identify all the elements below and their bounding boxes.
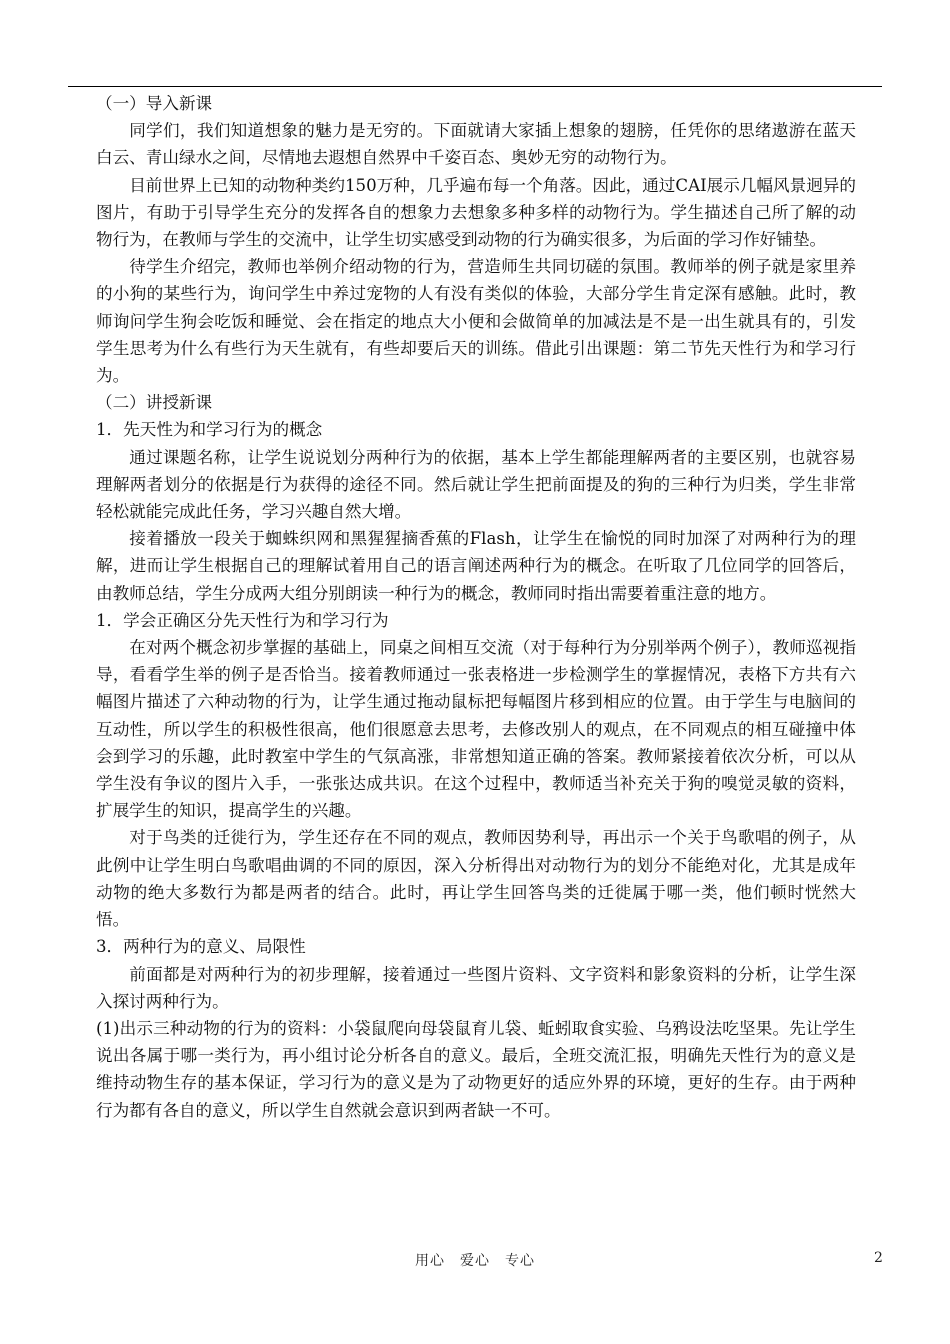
paragraph: 目前世界上已知的动物种类约150万种，几乎遍布每一个角落。因此，通过CAI展示几幅风景迥异的图片，有助于引导学生充分的发挥各自的想象力去想象多种多样的动物行为。学生描述自己所了解的动物行为，在教师与学生的交流中，让学生切实感受到动物的行为确实很多，为后面的学习作好铺垫。 bbox=[96, 175, 856, 250]
paragraph: 对于鸟类的迁徙行为，学生还存在不同的观点，教师因势利导，再出示一个关于鸟歌唱的例子，从此例中让学生明白鸟歌唱曲调的不同的原因，深入分析得出对动物行为的划分不能绝对化，尤其是成年动物的绝大多数行为都是两者的结合。此时，再让学生回答鸟类的迁徙属于哪一类，他们顿时恍然大悟。 bbox=[96, 828, 856, 930]
subsection-heading: 1．学会正确区分先天性行为和学习行为 bbox=[96, 610, 389, 630]
paragraph: 通过课题名称，让学生说说划分两种行为的依据，基本上学生都能理解两者的主要区别，也就容易理解两者划分的依据是行为获得的途径不同。然后就让学生把前面提及的狗的三种行为归类，学生非常轻松就能完成此任务，学习兴趣自然大增。 bbox=[96, 447, 856, 522]
list-paragraph: (1)出示三种动物的行为的资料：小袋鼠爬向母袋鼠育儿袋、蚯蚓取食实验、乌鸦设法吃坚果。先让学生说出各属于哪一类行为，再小组讨论分析各自的意义。最后，全班交流汇报，明确先天性行为的意义是维持动物生存的基本保证，学习行为的意义是为了动物更好的适应外界的环境，更好的生存。由于两种行为都有各自的意义，所以学生自然就会意识到两者缺一不可。 bbox=[96, 1018, 856, 1120]
paragraph: 待学生介绍完，教师也举例介绍动物的行为，营造师生共同切磋的氛围。教师举的例子就是家里养的小狗的某些行为，询问学生中养过宠物的人有没有类似的体验，大部分学生肯定深有感触。此时，教师询问学生狗会吃饭和睡觉、会在指定的地点大小便和会做简单的加减法是不是一出生就具有的，引发学生思考为什么有些行为天生就有，有些却要后天的训练。借此引出课题：第二节先天性行为和学习行为。 bbox=[96, 257, 856, 386]
footer-motto: 用心 爱心 专心 bbox=[415, 1253, 535, 1269]
section-heading: （二）讲授新课 bbox=[96, 393, 213, 413]
paragraph: 前面都是对两种行为的初步理解，接着通过一些图片资料、文字资料和影象资料的分析，让学生深入探讨两种行为。 bbox=[96, 964, 856, 1011]
paragraph: 接着播放一段关于蜘蛛织网和黑猩猩摘香蕉的Flash，让学生在愉悦的同时加深了对两种行为的理解，进而让学生根据自己的理解试着用自己的语言阐述两种行为的概念。在听取了几位同学的回答后，由教师总结，学生分成两大组分别朗读一种行为的概念，教师同时指出需要着重注意的地方。 bbox=[96, 529, 856, 603]
paragraph: 同学们，我们知道想象的魅力是无穷的。下面就请大家插上想象的翅膀，任凭你的思绪遨游在蓝天白云、青山绿水之间，尽情地去遐想自然界中千姿百态、奥妙无穷的动物行为。 bbox=[96, 121, 856, 168]
document-body bbox=[96, 90, 856, 1124]
paragraph: 在对两个概念初步掌握的基础上，同桌之间相互交流（对于每种行为分别举两个例子），教师巡视指导，看看学生举的例子是否恰当。接着教师通过一张表格进一步检测学生的掌握情况，表格下方共有六幅图片描述了六种动物的行为，让学生通过拖动鼠标把每幅图片移到相应的位置。由于学生与电脑间的互动性，所以学生的积极性很高，他们很愿意去思考，去修改别人的观点，在不同观点的相互碰撞中体会到学习的乐趣，此时教室中学生的气氛高涨，非常想知道正确的答案。教师紧接着依次分析，可以从学生没有争议的图片入手，一张张达成共识。在这个过程中，教师适当补充关于狗的嗅觉灵敏的资料，扩展学生的知识，提高学生的兴趣。 bbox=[96, 638, 856, 821]
subsection-heading: 1．先天性为和学习行为的概念 bbox=[96, 420, 323, 440]
header-rule bbox=[68, 86, 882, 87]
subsection-heading: 3．两种行为的意义、局限性 bbox=[96, 937, 306, 957]
section-heading: （一）导入新课 bbox=[96, 94, 213, 113]
page-number: 2 bbox=[874, 1250, 883, 1266]
